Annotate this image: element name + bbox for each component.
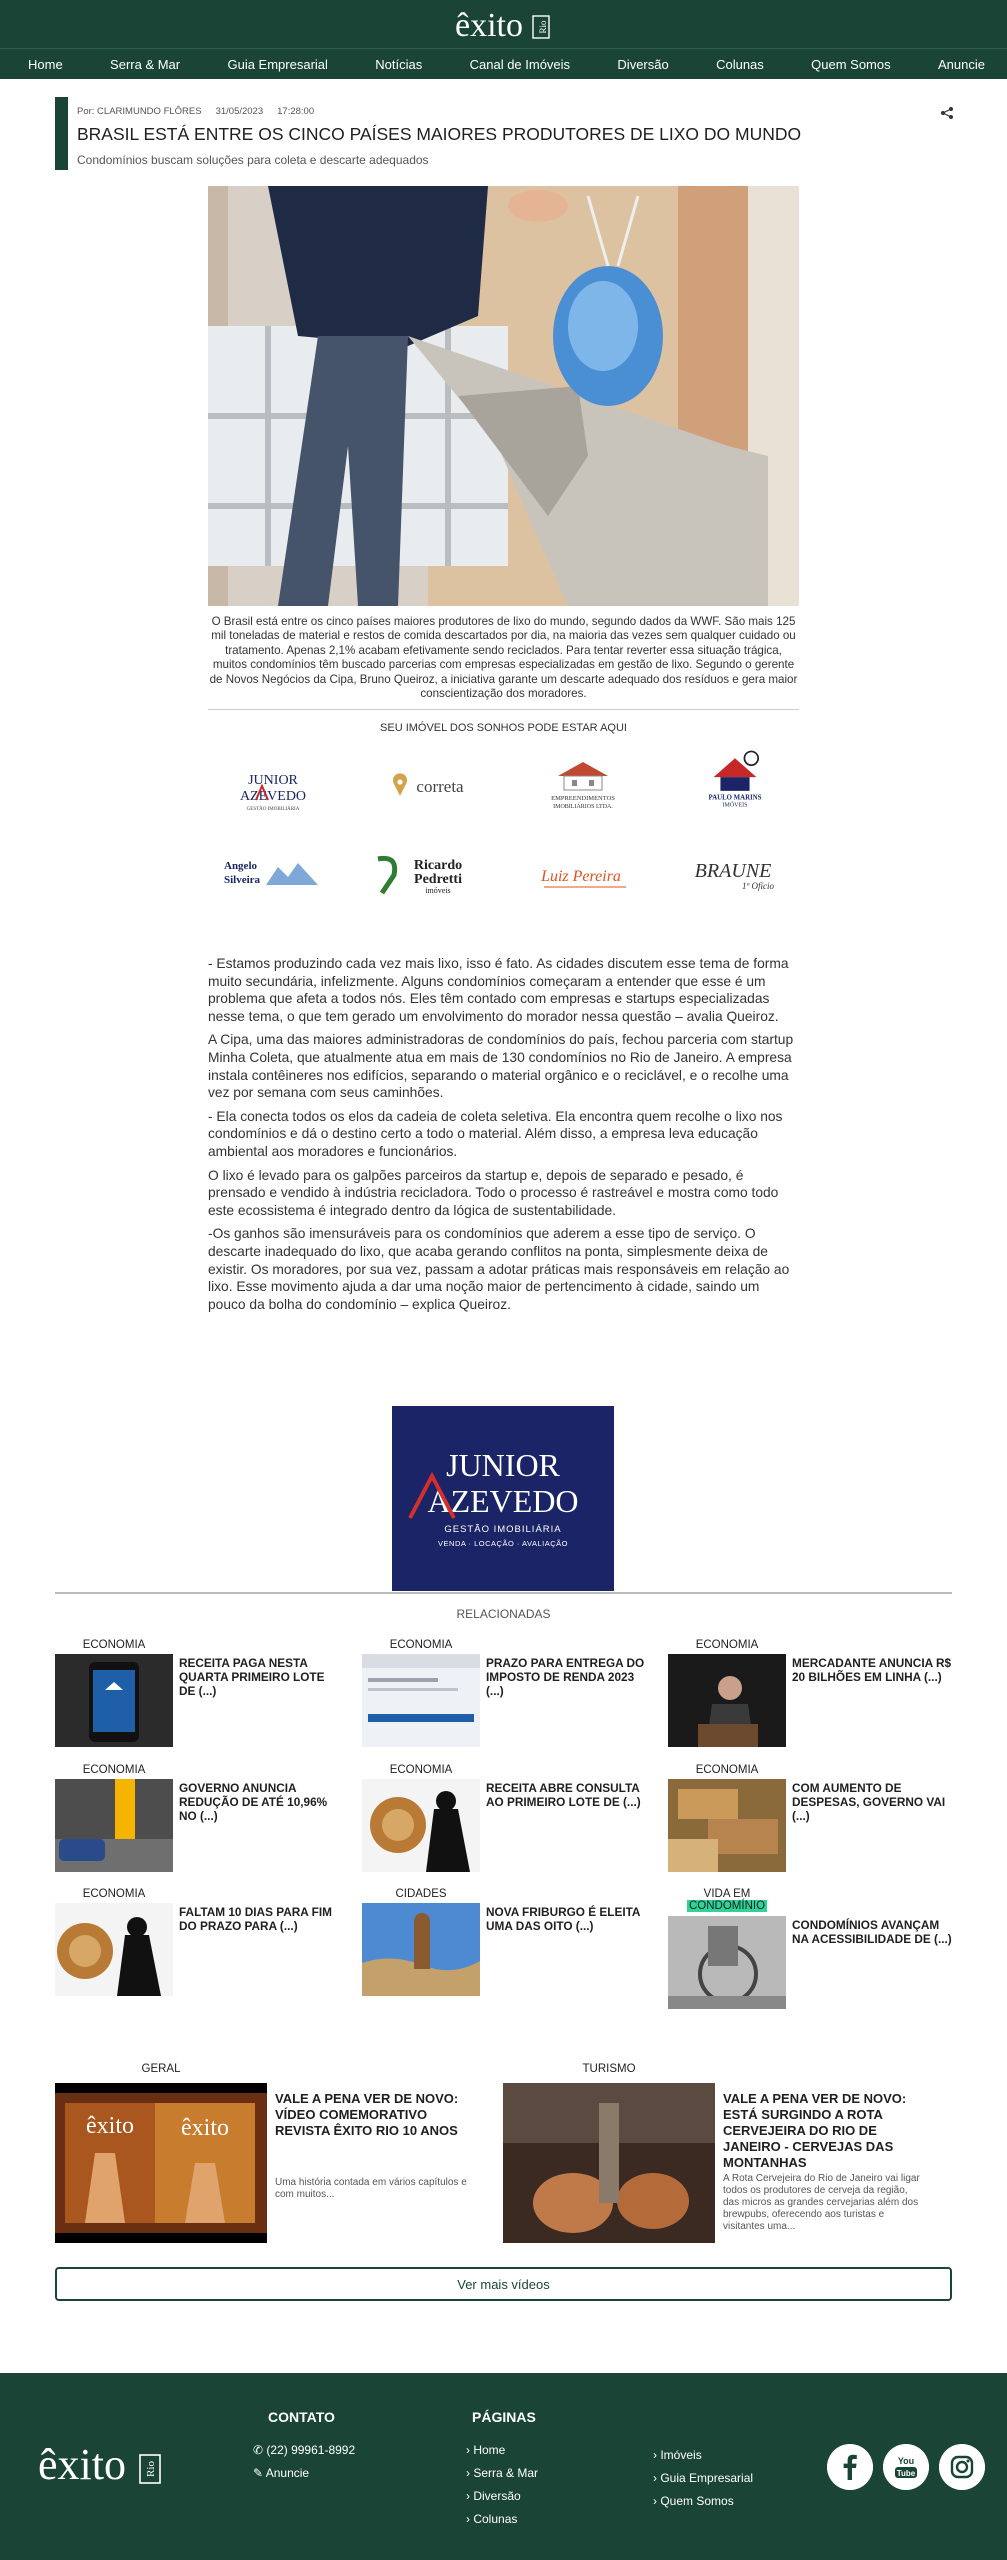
footer-link-colunas[interactable]: › Colunas [466, 2512, 518, 2526]
related-item[interactable] [362, 1888, 642, 1998]
share-icon[interactable] [940, 106, 954, 120]
brand-paulo-marins[interactable] [680, 748, 790, 808]
article-title: BRASIL ESTÁ ENTRE OS CINCO PAÍSES MAIORES PRODUTORES DE LIXO DO MUNDO [77, 124, 802, 144]
related-item-title[interactable]: RECEITA PAGA NESTA QUARTA PRIMEIRO LOTE DE (...) [179, 1656, 325, 1698]
footer-anuncie[interactable] [253, 2466, 309, 2480]
footer-link-guia-empresarial[interactable]: › Guia Empresarial [653, 2471, 754, 2485]
title-accent-bar [55, 97, 68, 170]
article-hero-image [208, 186, 799, 606]
footer-pages-title: PÁGINAS [472, 2409, 536, 2425]
related-category-line1: VIDA EM [703, 1888, 751, 1900]
brand-correta-name: correta [416, 777, 464, 796]
related-category: ECONOMIA [82, 1639, 146, 1651]
nav-home[interactable]: Home [28, 56, 63, 72]
related-category: ECONOMIA [389, 1639, 453, 1651]
footer-link-label: Imóveis [660, 2448, 702, 2462]
video-title[interactable]: VALE A PENA VER DE NOVO: VÍDEO COMEMORATIVO REVISTA ÊXITO RIO 10 ANOS [275, 2091, 459, 2138]
video-description: A Rota Cervejeira do Rio de Janeiro vai ligar todos os produtores de cerveja da região, das micros as grandes cervejarias além dos brewpubs, oferecendo aos turistas e visitantes uma... [723, 2173, 920, 2232]
caption-divider [208, 709, 799, 710]
related-item-title[interactable]: COM AUMENTO DE DESPESAS, GOVERNO VAI (...) [792, 1781, 946, 1823]
video-description: Uma história contada em vários capítulos e com muitos... [275, 2177, 467, 2200]
brand-junior-tag: GESTÃO IMOBILIÁRIA [246, 807, 300, 812]
footer-phone-number: (22) 99961-8992 [266, 2443, 356, 2457]
brand-angelo-name: Angelo [224, 860, 257, 872]
banner-tag: GESTÃO IMOBILIÁRIA [444, 1524, 562, 1535]
related-category: ECONOMIA [82, 1764, 146, 1776]
related-category [668, 1888, 786, 1912]
related-category: ECONOMIA [695, 1764, 759, 1776]
brand-paulo-sub: IMÓVEIS [722, 802, 748, 808]
article-paragraph: -Os ganhos são imensuráveis para os condomínios que aderem a esse tipo de serviço. O descarte inadequado do lixo, que acaba gerando conflitos na ponta, simplesmente deixa de existir. Os moradores, por sua vez, passam a adotar práticas mais responsáveis em relação ao lixo. Esse movimento ajuda a dar uma noção maior de pertencimento à cidade, saindo um pouco da bolha do condomínio – explica Queiroz. [208, 1226, 790, 1312]
brand-junior-sub: AZEVEDO [239, 789, 307, 804]
brand-ricardo-tag: imóveis [425, 886, 451, 895]
video-thumb-logo: êxito [181, 2115, 229, 2141]
svg-text:You: You [897, 2456, 915, 2466]
brand-junior-name: JUNIOR [248, 773, 298, 788]
video-category: GERAL [141, 2063, 181, 2075]
brand-braune-sub: 1º Ofício [741, 881, 775, 891]
article-meta [77, 106, 314, 117]
related-thumb[interactable] [362, 1654, 480, 1747]
footer-link-diversao[interactable]: › Diversão [466, 2489, 521, 2503]
logo-badge: Rio [538, 20, 548, 34]
main-nav [0, 48, 1007, 79]
article-author: Por: CLARIMUNDO FLÔRES [77, 106, 202, 117]
megaphone-icon: ✎ [253, 2466, 264, 2480]
video-item[interactable] [503, 2063, 953, 2243]
video-title[interactable]: VALE A PENA VER DE NOVO: ESTÁ SURGINDO A ROTA CERVEJEIRA DO RIO DE JANEIRO - CERVEJAS DAS MONTANHAS [723, 2091, 907, 2170]
brand-empreend-name: EMPREENDIMENTOS [551, 795, 615, 802]
article-date: 31/05/2023 [215, 106, 264, 117]
brand-correta[interactable] [372, 760, 482, 820]
footer-logo-text: êxito [38, 2440, 126, 2489]
related-thumb[interactable] [55, 1654, 173, 1747]
related-item-title[interactable]: FALTAM 10 DIAS PARA FIM DO PRAZO PARA (...) [179, 1905, 332, 1933]
brand-luiz-pereira[interactable] [526, 846, 636, 906]
footer-contact-title: CONTATO [268, 2409, 335, 2425]
brand-ads-title: SEU IMÓVEL DOS SONHOS PODE ESTAR AQUI [380, 722, 627, 734]
brand-junior-azevedo[interactable] [218, 760, 328, 820]
video-item[interactable] [55, 2063, 505, 2243]
related-thumb[interactable] [668, 1779, 786, 1872]
youtube-icon[interactable] [883, 2444, 929, 2490]
related-item-title[interactable]: CONDOMÍNIOS AVANÇAM NA ACESSIBILIDADE DE (...) [792, 1918, 952, 1946]
article-paragraph: - Ela conecta todos os elos da cadeia de coleta seletiva. Ela encontra quem recolhe o lixo nos condomínios e dá o destino certo a todo o material. Além disso, a empresa leva educação ambiental aos moradores e funcionários. [208, 1108, 783, 1159]
related-item-title[interactable]: RECEITA ABRE CONSULTA AO PRIMEIRO LOTE DE (...) [486, 1781, 641, 1809]
top-header [0, 0, 1007, 48]
related-thumb[interactable] [668, 1654, 786, 1747]
footer-link-label: Colunas [473, 2512, 518, 2526]
related-thumb[interactable] [668, 1916, 786, 2009]
related-item[interactable] [668, 1888, 952, 1998]
nav-guia-empresarial[interactable]: Guia Empresarial [227, 56, 328, 72]
related-category: ECONOMIA [389, 1764, 453, 1776]
footer-link-label: Quem Somos [660, 2494, 734, 2508]
related-item-title[interactable]: MERCADANTE ANUNCIA R$ 20 BILHÕES EM LINHA (...) [792, 1656, 952, 1684]
nav-anuncie[interactable]: Anuncie [937, 56, 985, 72]
whatsapp-icon: ✆ [253, 2443, 264, 2457]
video-thumb[interactable] [503, 2083, 715, 2243]
related-item-title[interactable]: PRAZO PARA ENTREGA DO IMPOSTO DE RENDA 2023 (...) [486, 1656, 645, 1698]
related-title: RELACIONADAS [456, 1607, 551, 1621]
related-divider [55, 1592, 952, 1594]
video-thumb[interactable] [55, 2083, 267, 2243]
footer-phone[interactable] [253, 2443, 355, 2457]
footer-link-label: Guia Empresarial [660, 2471, 754, 2485]
brand-empreend-sub: IMOBILIÁRIOS LTDA. [553, 804, 613, 810]
site-footer [0, 2373, 1007, 2560]
related-thumb[interactable] [55, 1779, 173, 1872]
article-paragraph: - Estamos produzindo cada vez mais lixo, isso é fato. As cidades discutem esse tema de forma muito secundária, infelizmente. Alguns condomínios começaram a entender que esse é um problema que afeta a todos nós. Eles têm contado com empresas e startups especializadas nesse tema, o que tem gerado um envolvimento do morador nessa questão – avalia Queiroz. [208, 956, 789, 1024]
facebook-icon[interactable] [827, 2444, 873, 2490]
article-paragraph: O lixo é levado para os galpões parceiros da startup e, depois de separado e pesado, é prensado e vendido à indústria recicladora. Todo o processo é rastreável e mostra como todo este ecossistema é integrado dentro da lógica de sustentabilidade. [208, 1167, 779, 1218]
footer-link-label: Serra & Mar [473, 2466, 539, 2480]
nav-canal-imoveis[interactable]: Canal de Imóveis [469, 56, 571, 72]
more-videos-button[interactable]: Ver mais vídeos [55, 2267, 952, 2301]
brand-angelo-silveira[interactable] [218, 846, 328, 906]
brand-angelo-sub: Silveira [224, 874, 261, 886]
hero-caption: O Brasil está entre os cinco países maiores produtores de lixo do mundo, segundo dados da WWF. São mais 125 mil toneladas de material e restos de comida descartados por dia, na maioria das vezes sem qualquer cuidado ou tratamento. Apenas 2,1% acabam efetivamente sendo reciclados. Para tentar reverter essa situação trágica, muitos condomínios têm buscado parcerias com empresas especializadas em gestão de lixo. Segundo o gerente de Novos Negócios da Cipa, Bruno Queiroz, a iniciativa garante um descarte adequado dos resíduos e gera maior conscientização dos moradores. [209, 615, 798, 701]
footer-link-label: Diversão [473, 2489, 521, 2503]
site-logo[interactable] [455, 4, 552, 44]
junior-azevedo-banner[interactable] [392, 1406, 614, 1591]
svg-text:Tube: Tube [896, 2469, 916, 2478]
related-thumb[interactable] [362, 1903, 480, 1996]
related-category: ECONOMIA [82, 1888, 146, 1900]
banner-tag2: VENDA · LOCAÇÃO · AVALIAÇÃO [438, 1539, 568, 1548]
footer-link-quem-somos[interactable]: › Quem Somos [653, 2494, 734, 2508]
nav-diversao[interactable]: Diversão [617, 56, 669, 72]
brand-paulo-name: PAULO MARINS [708, 794, 762, 802]
nav-noticias[interactable]: Notícias [375, 56, 423, 72]
video-category: TURISMO [582, 2063, 636, 2075]
footer-link-label: Home [473, 2443, 506, 2457]
related-item-title[interactable]: NOVA FRIBURGO É ELEITA UMA DAS OITO (...) [486, 1905, 641, 1933]
footer-anuncie-label: Anuncie [265, 2466, 310, 2480]
brand-ricardo-pedretti[interactable] [372, 846, 482, 906]
banner-sub: AZEVEDO [427, 1483, 579, 1519]
article-paragraph: A Cipa, uma das maiores administradoras de condomínios do país, fechou parceria com startup Minha Coleta, que atualmente atua em mais de 130 condomínios no Rio de Janeiro. A empresa instala contêineres nos edifícios, separando o material orgânico e o reciclável, e o recolhe uma vez por semana com seus caminhões. [208, 1032, 794, 1101]
related-thumb[interactable] [55, 1903, 173, 1996]
brand-braune-name: BRAUNE [694, 860, 772, 882]
brand-luiz-name: Luiz Pereira [541, 868, 621, 885]
related-item-title[interactable]: GOVERNO ANUNCIA REDUÇÃO DE ATÉ 10,96% NO (...) [179, 1781, 328, 1823]
article-subtitle: Condomínios buscam soluções para coleta e descarte adequados [77, 153, 429, 167]
brand-braune[interactable] [678, 846, 788, 906]
related-category: ECONOMIA [695, 1639, 759, 1651]
related-item[interactable] [362, 1764, 642, 1874]
footer-link-serra-mar[interactable]: › Serra & Mar [466, 2466, 539, 2480]
nav-quem-somos[interactable]: Quem Somos [811, 56, 891, 72]
video-thumb-logo: êxito [86, 2113, 134, 2139]
brand-empreendimentos[interactable] [528, 754, 638, 814]
related-item[interactable] [668, 1764, 948, 1874]
banner-name: JUNIOR [446, 1447, 560, 1483]
logo-text: êxito [455, 7, 523, 44]
related-item[interactable] [668, 1639, 952, 1749]
article-time: 17:28:00 [277, 106, 315, 117]
related-item[interactable] [362, 1639, 645, 1749]
article-body [208, 955, 800, 1319]
footer-logo[interactable] [36, 2439, 166, 2489]
nav-serra-mar[interactable]: Serra & Mar [110, 56, 181, 72]
related-category-highlight: CONDOMÍNIO [688, 1900, 766, 1912]
related-category: CIDADES [395, 1888, 447, 1900]
brand-ricardo-name: Ricardo [413, 858, 463, 873]
instagram-icon[interactable] [939, 2444, 985, 2490]
nav-colunas[interactable]: Colunas [716, 56, 764, 72]
related-item[interactable] [55, 1764, 335, 1874]
footer-logo-badge: Rio [145, 2461, 157, 2477]
related-item[interactable] [55, 1639, 335, 1749]
footer-link-home[interactable]: › Home [466, 2443, 506, 2457]
related-item[interactable] [55, 1888, 335, 1998]
related-thumb[interactable] [362, 1779, 480, 1872]
footer-link-imoveis[interactable]: › Imóveis [653, 2448, 702, 2462]
brand-ricardo-sub: Pedretti [414, 872, 462, 887]
